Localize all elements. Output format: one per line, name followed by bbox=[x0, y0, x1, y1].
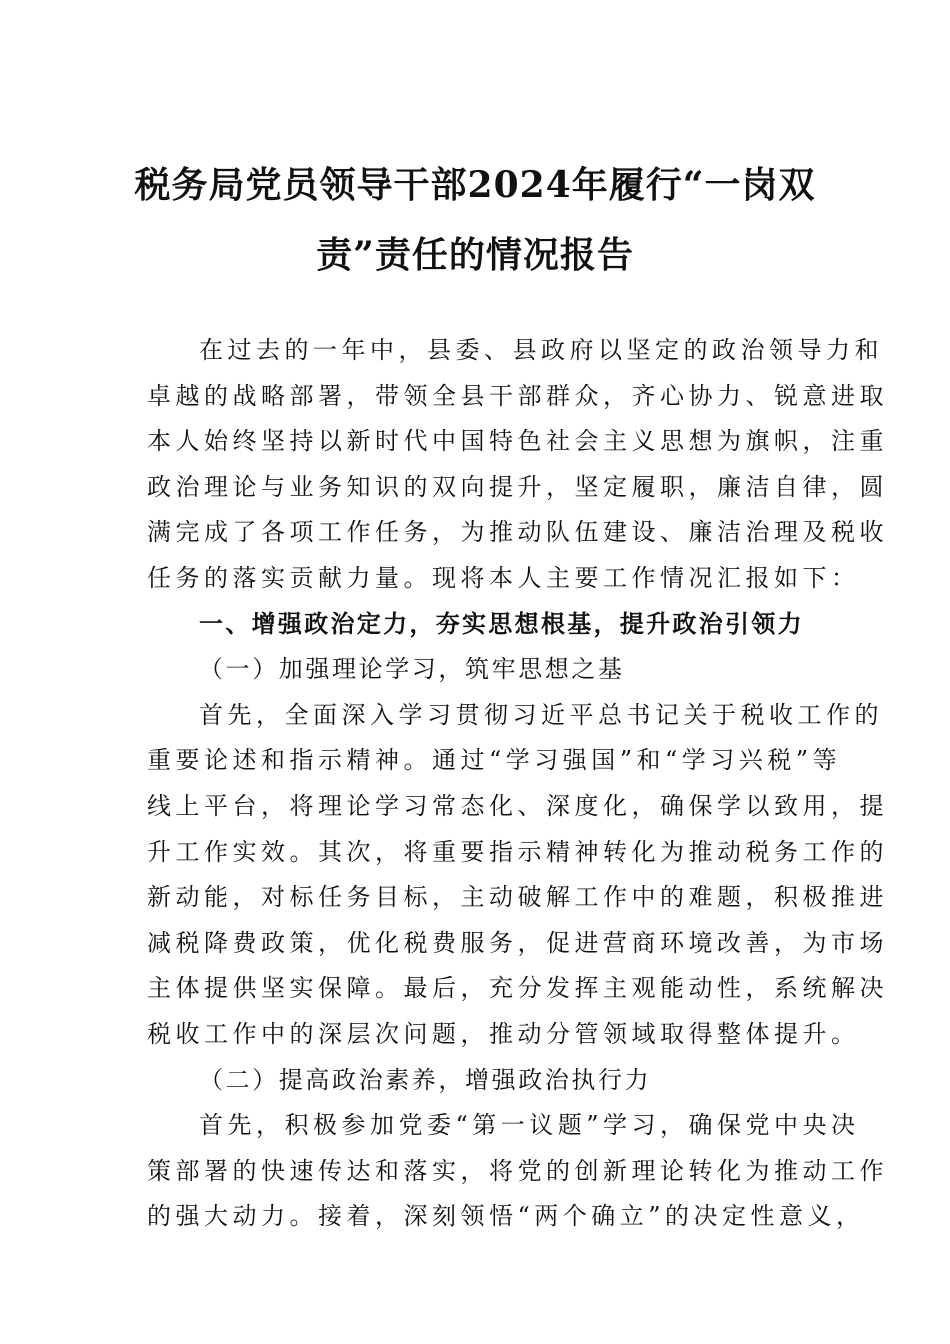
paragraph-line: 策部署的快速传达和落实，将党的创新理论转化为推动工作 bbox=[147, 1156, 888, 1185]
paragraph-line: 的强大动力。接着，深刻领悟“两个确立”的决定性意义， bbox=[147, 1202, 865, 1231]
paragraph-line: 减税降费政策，优化税费服务，促进营商环境改善，为市场 bbox=[147, 928, 888, 957]
intro-paragraph-line: 卓越的战略部署，带领全县干部群众，齐心协力、锐意进取 bbox=[147, 381, 888, 410]
paragraph-line: 升工作实效。其次，将重要指示精神转化为推动税务工作的 bbox=[147, 837, 888, 866]
paragraph-line: 税收工作中的深层次问题，推动分管领域取得整体提升。 bbox=[147, 1019, 860, 1048]
document-title-line-1: 税务局党员领导干部2024年履行“一岗双 bbox=[134, 164, 816, 206]
paragraph-line: 线上平台，将理论学习常态化、深度化，确保学以致用，提 bbox=[147, 791, 888, 820]
subsection-heading-2: （二）提高政治素养，增强政治执行力 bbox=[199, 1065, 652, 1094]
paragraph-line: 主体提供坚实保障。最后，充分发挥主观能动性，系统解决 bbox=[147, 974, 888, 1003]
intro-paragraph-line: 任务的落实贡献力量。现将本人主要工作情况汇报如下： bbox=[147, 563, 860, 592]
intro-paragraph-line: 本人始终坚持以新时代中国特色社会主义思想为旗帜，注重 bbox=[147, 427, 888, 456]
document-body bbox=[147, 328, 888, 1240]
subsection-heading-1: （一）加强理论学习，筑牢思想之基 bbox=[199, 655, 625, 684]
section-heading-1: 一、增强政治定力，夯实思想根基，提升政治引领力 bbox=[199, 609, 804, 638]
paragraph-line: 首先，全面深入学习贯彻习近平总书记关于税收工作的 bbox=[199, 700, 883, 729]
paragraph-line: 新动能，对标任务目标，主动破解工作中的难题，积极推进 bbox=[147, 883, 888, 912]
intro-paragraph-line: 政治理论与业务知识的双向提升，坚定履职，廉洁自律，圆 bbox=[147, 472, 888, 501]
intro-paragraph-line: 满完成了各项工作任务，为推动队伍建设、廉洁治理及税收 bbox=[147, 518, 888, 547]
document-title-line-2: 责”责任的情况报告 bbox=[316, 234, 634, 276]
paragraph-line: 重要论述和指示精神。通过“学习强国”和“学习兴税”等 bbox=[147, 746, 842, 775]
intro-paragraph-line: 在过去的一年中，县委、县政府以坚定的政治领导力和 bbox=[199, 336, 883, 364]
paragraph-line: 首先，积极参加党委“第一议题”学习，确保党中央决 bbox=[199, 1111, 860, 1140]
